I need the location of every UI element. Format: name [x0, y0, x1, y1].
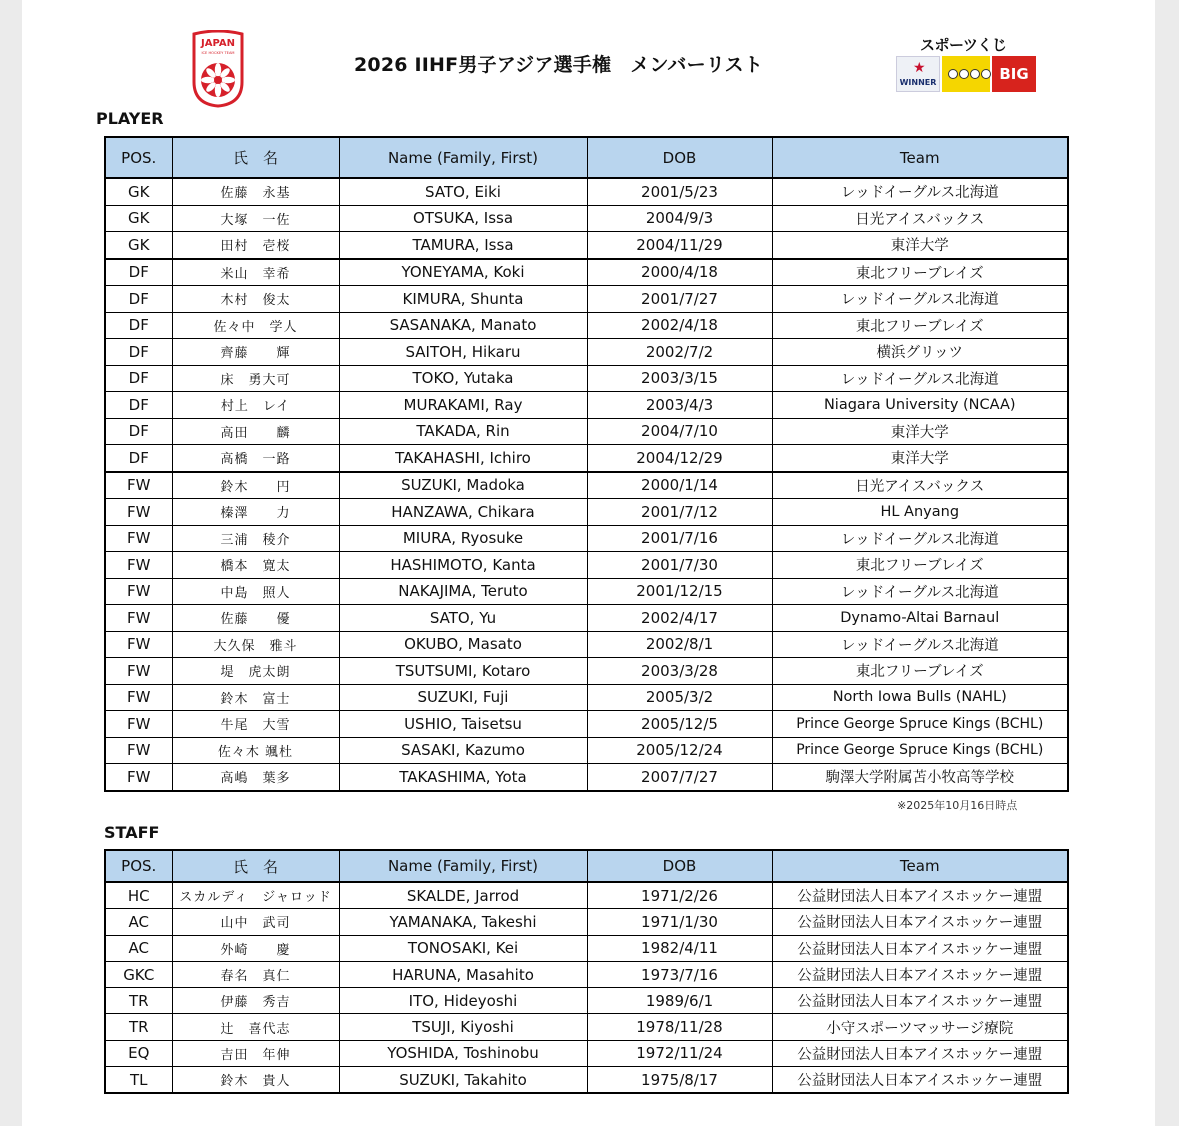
name-en-cell: YONEYAMA, Koki: [339, 259, 587, 286]
name-jp-cell: 佐々木 颯杜: [172, 737, 339, 764]
name-jp-cell: 堤 虎太朗: [172, 658, 339, 685]
as-of-note: ※2025年10月16日時点: [897, 799, 1018, 812]
name-jp-cell: 伊藤 秀吉: [172, 988, 339, 1014]
dob-cell: 1971/1/30: [587, 909, 772, 935]
table-row: [105, 684, 1068, 711]
team-cell: HL Anyang: [772, 499, 1068, 526]
pos-cell: FW: [105, 764, 172, 791]
dob-cell: 2004/9/3: [587, 205, 772, 232]
name-en-cell: SASANAKA, Manato: [339, 312, 587, 339]
pos-cell: FW: [105, 658, 172, 685]
name-en-cell: YOSHIDA, Toshinobu: [339, 1040, 587, 1066]
pos-cell: FW: [105, 605, 172, 632]
team-cell: 公益財団法人日本アイスホッケー連盟: [772, 1067, 1068, 1094]
name-en-cell: TAKAHASHI, Ichiro: [339, 445, 587, 472]
team-cell: 東洋大学: [772, 232, 1068, 259]
name-en-cell: MIURA, Ryosuke: [339, 525, 587, 552]
table-row: [105, 418, 1068, 445]
table-row: [105, 339, 1068, 366]
name-jp-cell: 高嶋 葉多: [172, 764, 339, 791]
dob-cell: 2001/7/16: [587, 525, 772, 552]
pos-cell: DF: [105, 392, 172, 419]
dob-cell: 2001/7/30: [587, 552, 772, 579]
dob-cell: 2007/7/27: [587, 764, 772, 791]
table-row: [105, 1067, 1068, 1094]
dob-cell: 2000/4/18: [587, 259, 772, 286]
pos-cell: GK: [105, 205, 172, 232]
team-cell: 小守スポーツマッサージ療院: [772, 1014, 1068, 1040]
pos-cell: TR: [105, 1014, 172, 1040]
star-icon: ★: [913, 60, 926, 76]
pos-cell: GKC: [105, 961, 172, 987]
dob-cell: 2004/12/29: [587, 445, 772, 472]
table-row: [105, 312, 1068, 339]
team-cell: 東洋大学: [772, 418, 1068, 445]
team-cell: North Iowa Bulls (NAHL): [772, 684, 1068, 711]
team-cell: Prince George Spruce Kings (BCHL): [772, 737, 1068, 764]
pos-cell: GK: [105, 178, 172, 205]
table-row: [105, 232, 1068, 259]
pos-cell: FW: [105, 684, 172, 711]
name-jp-cell: 大久保 雅斗: [172, 631, 339, 658]
pos-cell: DF: [105, 445, 172, 472]
table-row: [105, 961, 1068, 987]
team-cell: 公益財団法人日本アイスホッケー連盟: [772, 935, 1068, 961]
team-cell: レッドイーグルス北海道: [772, 578, 1068, 605]
page-title: 2026 IIHF男子アジア選手権 メンバーリスト: [354, 54, 764, 76]
dob-cell: 2005/12/24: [587, 737, 772, 764]
team-cell: 公益財団法人日本アイスホッケー連盟: [772, 1040, 1068, 1066]
table-row: [105, 392, 1068, 419]
dob-cell: 2001/7/27: [587, 286, 772, 313]
name-en-cell: HASHIMOTO, Kanta: [339, 552, 587, 579]
player-section-label: PLAYER: [96, 109, 164, 128]
team-cell: 公益財団法人日本アイスホッケー連盟: [772, 961, 1068, 987]
name-en-cell: TSUTSUMI, Kotaro: [339, 658, 587, 685]
dob-cell: 1978/11/28: [587, 1014, 772, 1040]
staff-table: [104, 849, 1069, 1094]
player-table-header: [105, 137, 1068, 178]
name-jp-cell: 榛澤 力: [172, 499, 339, 526]
table-row: [105, 988, 1068, 1014]
name-jp-cell: 佐藤 永基: [172, 178, 339, 205]
team-cell: Prince George Spruce Kings (BCHL): [772, 711, 1068, 738]
name-jp-cell: 鈴木 貴人: [172, 1067, 339, 1094]
pos-cell: FW: [105, 578, 172, 605]
dob-cell: 2002/4/17: [587, 605, 772, 632]
dob-cell: 1972/11/24: [587, 1040, 772, 1066]
team-cell: レッドイーグルス北海道: [772, 631, 1068, 658]
table-row: [105, 365, 1068, 392]
team-cell: 東洋大学: [772, 445, 1068, 472]
pos-cell: FW: [105, 499, 172, 526]
pos-cell: GK: [105, 232, 172, 259]
player-table: [104, 136, 1069, 792]
pos-cell: DF: [105, 312, 172, 339]
team-cell: レッドイーグルス北海道: [772, 365, 1068, 392]
name-en-cell: TONOSAKI, Kei: [339, 935, 587, 961]
team-cell: 東北フリーブレイズ: [772, 259, 1068, 286]
name-en-cell: MURAKAMI, Ray: [339, 392, 587, 419]
table-row: [105, 178, 1068, 205]
team-cell: 東北フリーブレイズ: [772, 552, 1068, 579]
name-jp-cell: 三浦 稜介: [172, 525, 339, 552]
staff-section-label: STAFF: [104, 823, 160, 842]
dob-cell: 2001/7/12: [587, 499, 772, 526]
name-jp-cell: スカルディ ジャロッド: [172, 882, 339, 909]
table-row: [105, 882, 1068, 909]
name-jp-cell: 外崎 慶: [172, 935, 339, 961]
name-en-cell: OKUBO, Masato: [339, 631, 587, 658]
name-jp-cell: 辻 喜代志: [172, 1014, 339, 1040]
name-en-cell: TAKADA, Rin: [339, 418, 587, 445]
col-name-jp: 氏 名: [172, 850, 339, 882]
table-row: [105, 445, 1068, 472]
table-row: [105, 259, 1068, 286]
pos-cell: FW: [105, 472, 172, 499]
name-jp-cell: 齊藤 輝: [172, 339, 339, 366]
pos-cell: TR: [105, 988, 172, 1014]
team-cell: 公益財団法人日本アイスホッケー連盟: [772, 988, 1068, 1014]
pos-cell: FW: [105, 631, 172, 658]
name-en-cell: NAKAJIMA, Teruto: [339, 578, 587, 605]
japan-ice-hockey-logo: [190, 30, 246, 108]
name-jp-cell: 牛尾 大雪: [172, 711, 339, 738]
pos-cell: FW: [105, 737, 172, 764]
pos-cell: DF: [105, 286, 172, 313]
pos-cell: FW: [105, 525, 172, 552]
name-en-cell: ITO, Hideyoshi: [339, 988, 587, 1014]
name-jp-cell: 佐藤 優: [172, 605, 339, 632]
name-jp-cell: 吉田 年伸: [172, 1040, 339, 1066]
table-row: [105, 737, 1068, 764]
team-cell: 横浜グリッツ: [772, 339, 1068, 366]
name-en-cell: YAMANAKA, Takeshi: [339, 909, 587, 935]
pos-cell: DF: [105, 418, 172, 445]
name-jp-cell: 田村 壱桜: [172, 232, 339, 259]
team-cell: Niagara University (NCAA): [772, 392, 1068, 419]
pos-cell: HC: [105, 882, 172, 909]
table-row: [105, 658, 1068, 685]
table-row: [105, 499, 1068, 526]
document-page: [22, 0, 1155, 1126]
col-name-en: Name (Family, First): [339, 137, 587, 178]
dob-cell: 1982/4/11: [587, 935, 772, 961]
name-en-cell: SATO, Eiki: [339, 178, 587, 205]
dob-cell: 2003/3/28: [587, 658, 772, 685]
name-jp-cell: 床 勇大可: [172, 365, 339, 392]
pos-cell: DF: [105, 259, 172, 286]
name-en-cell: OTSUKA, Issa: [339, 205, 587, 232]
name-en-cell: SAITOH, Hikaru: [339, 339, 587, 366]
col-pos: POS.: [105, 137, 172, 178]
name-jp-cell: 木村 俊太: [172, 286, 339, 313]
dob-cell: 2005/3/2: [587, 684, 772, 711]
name-jp-cell: 中島 照人: [172, 578, 339, 605]
name-jp-cell: 高田 麟: [172, 418, 339, 445]
col-name-jp: 氏 名: [172, 137, 339, 178]
table-row: [105, 764, 1068, 791]
table-row: [105, 472, 1068, 499]
team-cell: Dynamo-Altai Barnaul: [772, 605, 1068, 632]
sponsor-logos: [896, 34, 1042, 96]
staff-table-header: [105, 850, 1068, 882]
toto-logo: [942, 56, 990, 92]
name-en-cell: USHIO, Taisetsu: [339, 711, 587, 738]
table-row: [105, 525, 1068, 552]
table-row: [105, 631, 1068, 658]
team-cell: レッドイーグルス北海道: [772, 178, 1068, 205]
table-row: [105, 935, 1068, 961]
pos-cell: AC: [105, 909, 172, 935]
winner-label: WINNER: [899, 78, 937, 87]
team-cell: 日光アイスバックス: [772, 472, 1068, 499]
pos-cell: TL: [105, 1067, 172, 1094]
name-en-cell: SUZUKI, Madoka: [339, 472, 587, 499]
pos-cell: FW: [105, 552, 172, 579]
sponsor-title: スポーツくじ: [920, 36, 1007, 54]
dob-cell: 1971/2/26: [587, 882, 772, 909]
name-jp-cell: 大塚 一佐: [172, 205, 339, 232]
col-team: Team: [772, 850, 1068, 882]
table-row: [105, 552, 1068, 579]
table-row: [105, 1040, 1068, 1066]
pos-cell: DF: [105, 365, 172, 392]
team-cell: 駒澤大学附属苫小牧高等学校: [772, 764, 1068, 791]
col-pos: POS.: [105, 850, 172, 882]
dob-cell: 1989/6/1: [587, 988, 772, 1014]
name-en-cell: HARUNA, Masahito: [339, 961, 587, 987]
table-row: [105, 711, 1068, 738]
team-cell: 日光アイスバックス: [772, 205, 1068, 232]
player-rows: [105, 178, 1068, 791]
name-jp-cell: 山中 武司: [172, 909, 339, 935]
name-en-cell: SASAKI, Kazumo: [339, 737, 587, 764]
pos-cell: EQ: [105, 1040, 172, 1066]
team-cell: 東北フリーブレイズ: [772, 312, 1068, 339]
dob-cell: 1973/7/16: [587, 961, 772, 987]
dob-cell: 2004/11/29: [587, 232, 772, 259]
name-jp-cell: 鈴木 富士: [172, 684, 339, 711]
table-row: [105, 909, 1068, 935]
dob-cell: 2003/3/15: [587, 365, 772, 392]
dob-cell: 2001/12/15: [587, 578, 772, 605]
dob-cell: 2004/7/10: [587, 418, 772, 445]
team-cell: 公益財団法人日本アイスホッケー連盟: [772, 882, 1068, 909]
col-team: Team: [772, 137, 1068, 178]
name-en-cell: SUZUKI, Takahito: [339, 1067, 587, 1094]
dob-cell: 1975/8/17: [587, 1067, 772, 1094]
winner-logo: [896, 56, 940, 92]
table-row: [105, 205, 1068, 232]
toto-dots-icon: [948, 69, 991, 79]
name-jp-cell: 米山 幸希: [172, 259, 339, 286]
team-cell: 公益財団法人日本アイスホッケー連盟: [772, 909, 1068, 935]
col-name-en: Name (Family, First): [339, 850, 587, 882]
col-dob: DOB: [587, 137, 772, 178]
name-en-cell: HANZAWA, Chikara: [339, 499, 587, 526]
table-row: [105, 1014, 1068, 1040]
table-row: [105, 286, 1068, 313]
dob-cell: 2002/7/2: [587, 339, 772, 366]
name-en-cell: SKALDE, Jarrod: [339, 882, 587, 909]
dob-cell: 2003/4/3: [587, 392, 772, 419]
big-logo: BIG: [992, 56, 1036, 92]
dob-cell: 2002/8/1: [587, 631, 772, 658]
team-cell: レッドイーグルス北海道: [772, 286, 1068, 313]
name-jp-cell: 春名 真仁: [172, 961, 339, 987]
name-jp-cell: 村上 レイ: [172, 392, 339, 419]
dob-cell: 2001/5/23: [587, 178, 772, 205]
table-row: [105, 578, 1068, 605]
dob-cell: 2005/12/5: [587, 711, 772, 738]
staff-rows: [105, 882, 1068, 1093]
pos-cell: AC: [105, 935, 172, 961]
name-en-cell: TAKASHIMA, Yota: [339, 764, 587, 791]
name-en-cell: KIMURA, Shunta: [339, 286, 587, 313]
name-jp-cell: 橋本 寛太: [172, 552, 339, 579]
name-en-cell: TAMURA, Issa: [339, 232, 587, 259]
pos-cell: FW: [105, 711, 172, 738]
name-jp-cell: 佐々中 学人: [172, 312, 339, 339]
name-jp-cell: 高橋 一路: [172, 445, 339, 472]
team-cell: 東北フリーブレイズ: [772, 658, 1068, 685]
dob-cell: 2000/1/14: [587, 472, 772, 499]
pos-cell: DF: [105, 339, 172, 366]
logo-top-text: JAPAN: [201, 38, 235, 49]
name-en-cell: SATO, Yu: [339, 605, 587, 632]
dob-cell: 2002/4/18: [587, 312, 772, 339]
name-en-cell: TOKO, Yutaka: [339, 365, 587, 392]
logo-sub-text: ICE HOCKEY TEAM: [201, 51, 235, 55]
col-dob: DOB: [587, 850, 772, 882]
name-en-cell: TSUJI, Kiyoshi: [339, 1014, 587, 1040]
team-cell: レッドイーグルス北海道: [772, 525, 1068, 552]
name-en-cell: SUZUKI, Fuji: [339, 684, 587, 711]
name-jp-cell: 鈴木 円: [172, 472, 339, 499]
table-row: [105, 605, 1068, 632]
